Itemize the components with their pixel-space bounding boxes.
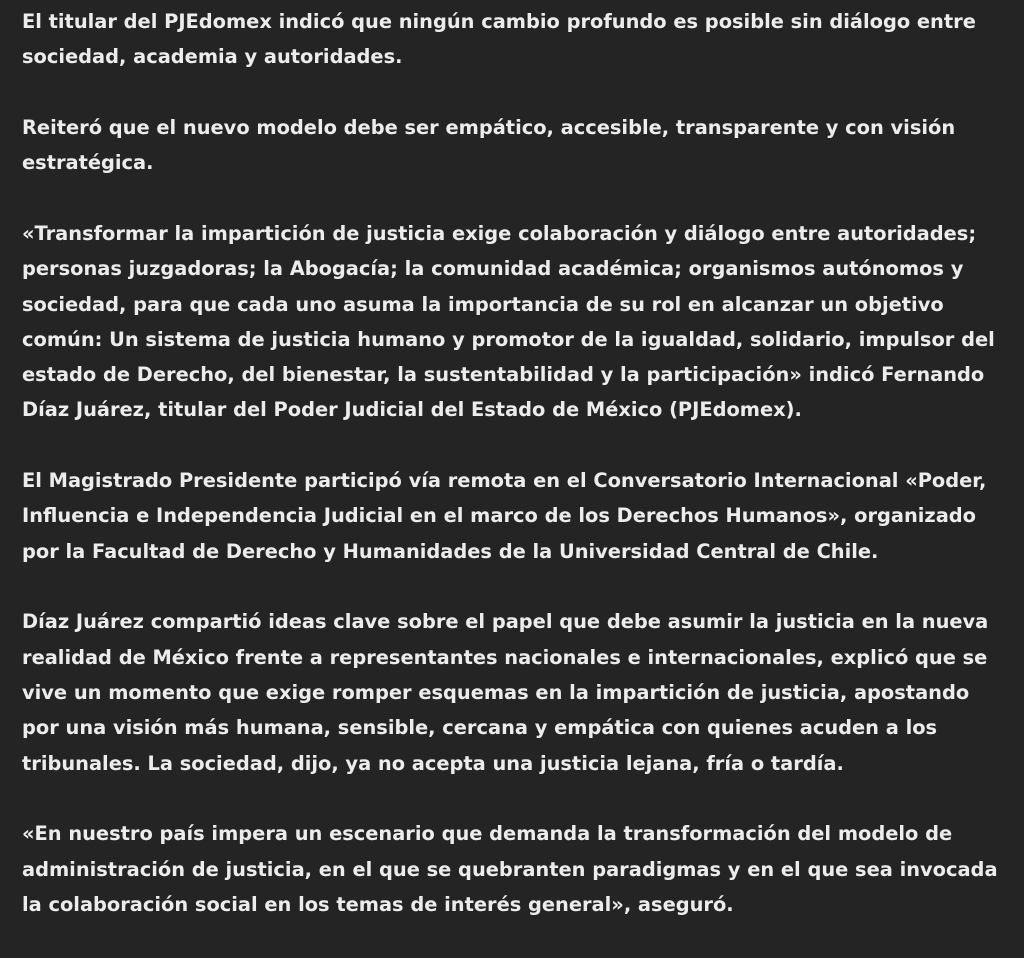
- paragraph-4: El Magistrado Presidente participó vía remota en el Conversatorio Internacional «Poder, Influencia e Independencia Judicial en el marco de los Derechos Humanos», organizado por la Facultad de Derecho y Humanidades de la Universidad Central de Chile.: [22, 469, 987, 563]
- paragraph-2: Reiteró que el nuevo modelo debe ser empático, accesible, transparente y con visión estratégica.: [22, 115, 956, 175]
- paragraph-6: «En nuestro país impera un escenario que demanda la transformación del modelo de administración de justicia, en el que se quebranten paradigmas y en el que sea invocada la colaboración social en los temas de interés general», aseguró.: [22, 822, 998, 916]
- paragraph-3: «Transformar la impartición de justicia exige colaboración y diálogo entre autoridades; personas juzgadoras; la Abogacía; la comunidad académica; organismos autónomos y sociedad, para que cada uno asuma la importancia de su rol en alcanzar un objetivo común: Un sistema de justicia humano y promotor de la igualdad, solidario, impulsor del estado de Derecho, del bienestar, la sustentabilidad y la participación» indicó Fernando Díaz Juárez, titular del Poder Judicial del Estado de México (PJEdomex).: [22, 221, 995, 422]
- paragraph-1: El titular del PJEdomex indicó que ningún cambio profundo es posible sin diálogo entre sociedad, academia y autoridades.: [22, 10, 976, 69]
- paragraph-5: Díaz Juárez compartió ideas clave sobre el papel que debe asumir la justicia en la nueva realidad de México frente a representantes nacionales e internacionales, explicó que se vive un momento que exige romper esquemas en la impartición de justicia, apostando por una visión más humana, sensible, cercana y empática con quienes acuden a los tribunales. La sociedad, dijo, ya no acepta una justicia lejana, fría o tardía.: [22, 610, 989, 775]
